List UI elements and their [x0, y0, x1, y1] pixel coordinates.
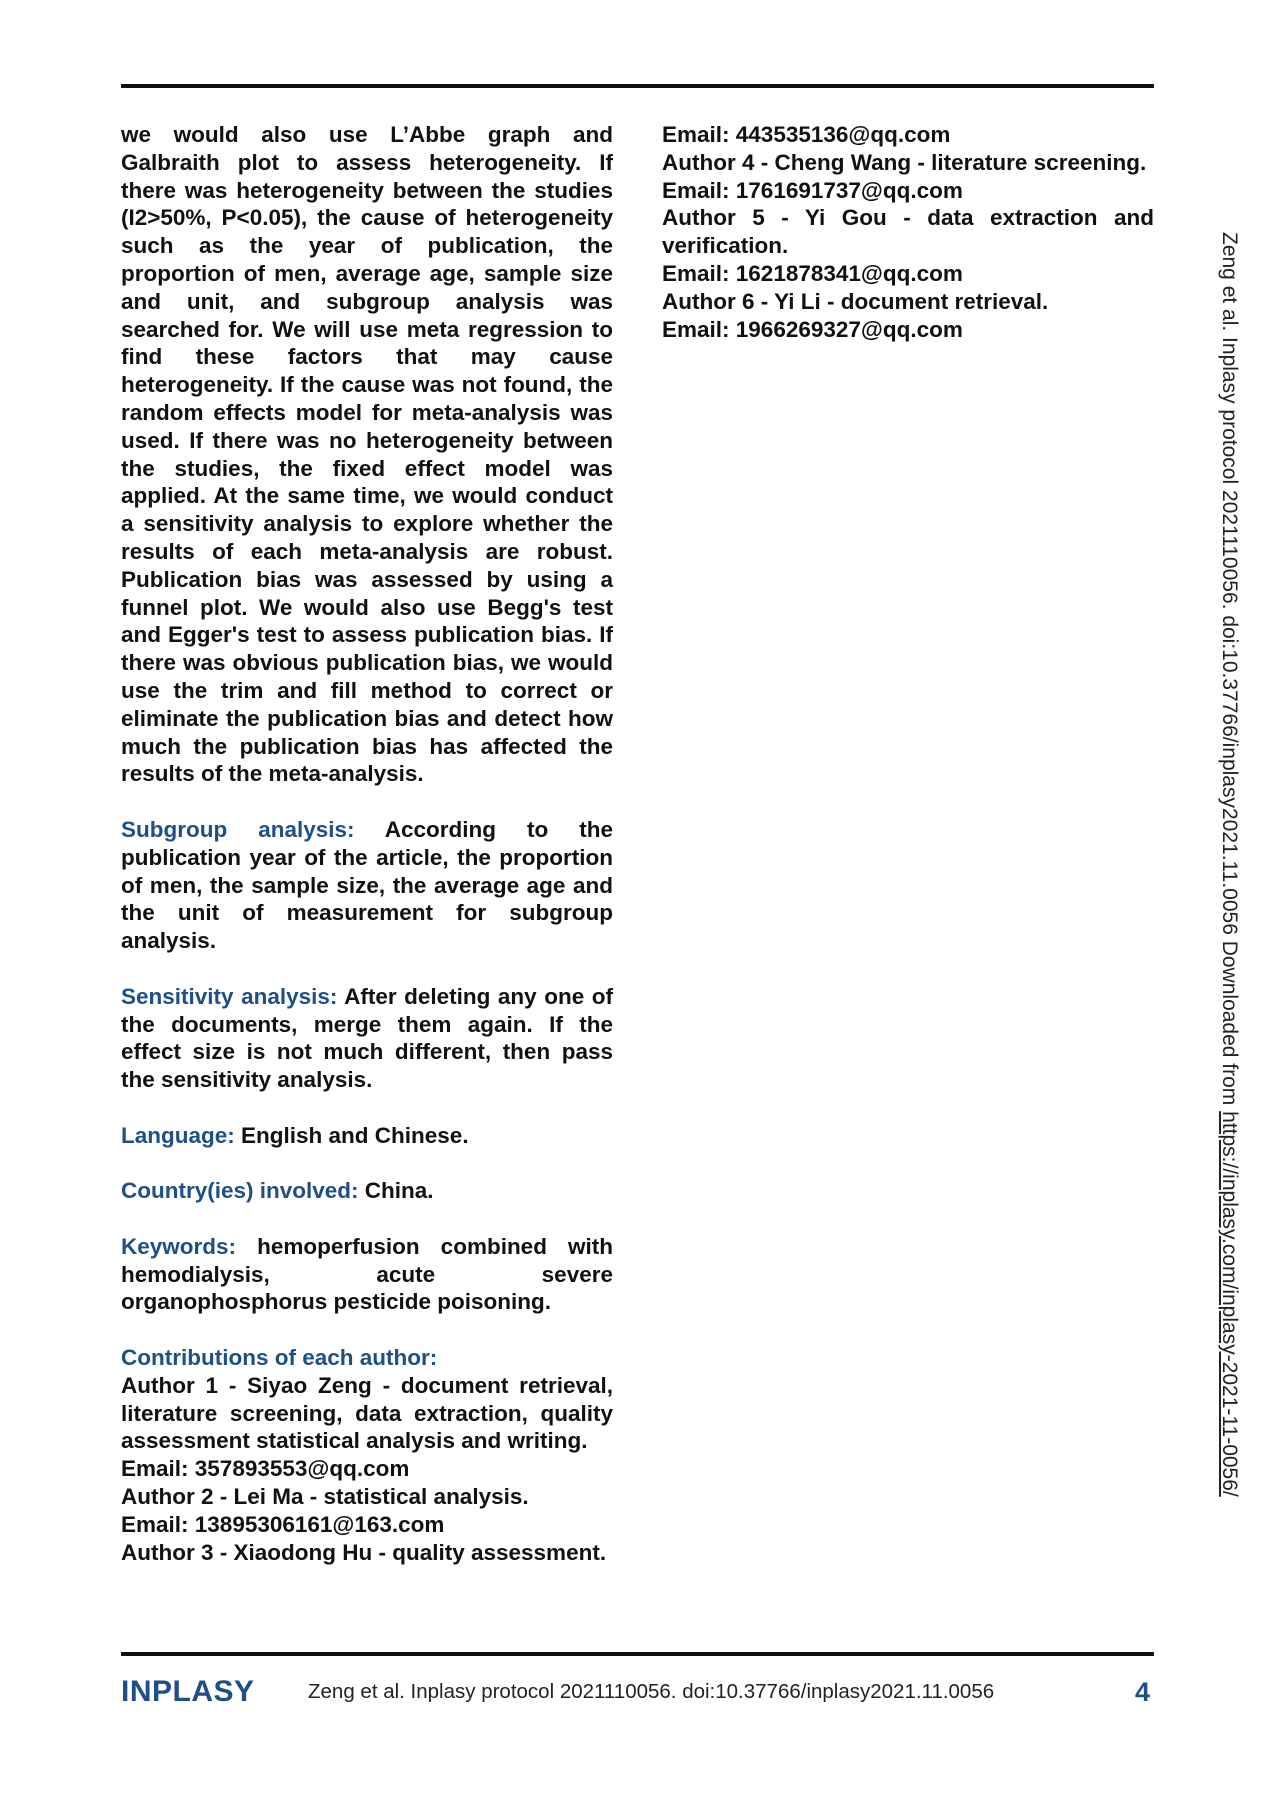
author-6-email: Email: 1966269327@qq.com	[662, 316, 963, 342]
footer-citation: Zeng et al. Inplasy protocol 2021110056. doi:10.37766/inplasy2021.11.0056	[308, 1680, 995, 1703]
language-heading: Language:	[121, 1122, 235, 1148]
sensitivity-analysis-heading: Sensitivity analysis:	[121, 983, 338, 1009]
author-3-email: Email: 443535136@qq.com	[662, 122, 951, 147]
country-text: China.	[364, 1178, 434, 1204]
download-side-note	[1217, 232, 1241, 1497]
author-6-contribution: Author 6 - Yi Li - document retrieval.	[662, 288, 1049, 314]
author-4-email: Email: 1761691737@qq.com	[662, 177, 963, 203]
keywords-section	[121, 1233, 613, 1316]
language-text: English and Chinese.	[241, 1122, 469, 1148]
subgroup-analysis-heading: Subgroup analysis:	[121, 816, 355, 842]
right-column	[662, 121, 1154, 343]
page-number: 4	[1135, 1677, 1151, 1707]
inplasy-logo: INPLASY	[121, 1675, 255, 1708]
bottom-rule	[121, 1652, 1154, 1656]
author-3-contribution: Author 3 - Xiaodong Hu - quality assessment.	[121, 1539, 607, 1565]
language-section	[121, 1122, 613, 1150]
side-note-link[interactable]: https://inplasy.com/inplasy-2021-11-0056/	[1218, 1111, 1241, 1497]
sensitivity-analysis-section	[121, 983, 613, 1094]
left-column	[121, 121, 613, 1566]
author-2-contribution: Author 2 - Lei Ma - statistical analysis.	[121, 1484, 529, 1510]
top-rule	[121, 84, 1154, 88]
subgroup-analysis-text: According to the publication year of the article, the proportion of men, the sample size, the average age and the unit of measurement for subgroup analysis.	[121, 816, 613, 954]
author-1-contribution: Author 1 - Siyao Zeng - document retrieval, literature screening, data extraction, quality assessment statistical analysis and writing.	[121, 1372, 613, 1454]
country-section	[121, 1177, 613, 1205]
keywords-heading: Keywords:	[121, 1233, 237, 1259]
author-4-contribution: Author 4 - Cheng Wang - literature screening.	[662, 149, 1147, 175]
author-5-email: Email: 1621878341@qq.com	[662, 260, 963, 286]
author-5-contribution: Author 5 - Yi Gou - data extraction and verification.	[662, 205, 1154, 259]
side-note-citation: Zeng et al. Inplasy protocol 2021110056. doi:10.37766/inplasy2021.11.0056 Downloaded from	[1218, 232, 1241, 1112]
contributions-heading: Contributions of each author:	[121, 1345, 438, 1371]
heterogeneity-paragraph: we would also use L’Abbe graph and Galbraith plot to assess heterogeneity. If there was heterogeneity between the studies (I2>50%, P<0.05), the cause of heterogeneity such as the year of publication, the proportion of men, average age, sample size and unit, and subgroup analysis was searched for. We will use meta regression to find these factors that may cause heterogeneity. If the cause was not found, the random effects model for meta-analysis was used. If there was no heterogeneity between the studies, the fixed effect model was applied. At the same time, we would conduct a sensitivity analysis to explore whether the results of each meta-analysis are robust. Publication bias was assessed by using a funnel plot. We would also use Begg's test and Egger's test to assess publication bias. If there was obvious publication bias, we would use the trim and fill method to correct or eliminate the publication bias and detect how much the publication bias has affected the results of the meta-analysis.	[121, 122, 613, 787]
keywords-text: hemoperfusion combined with hemodialysis, acute severe organophosphorus pesticide poisoning.	[121, 1233, 613, 1315]
country-heading: Country(ies) involved:	[121, 1178, 359, 1204]
author-2-email: Email: 13895306161@163.com	[121, 1511, 445, 1537]
author-1-email: Email: 357893553@qq.com	[121, 1456, 410, 1482]
subgroup-analysis-section	[121, 816, 613, 955]
sensitivity-analysis-text: After deleting any one of the documents, merge them again. If the effect size is not much different, then pass the sensitivity analysis.	[121, 983, 613, 1093]
contributions-section	[121, 1344, 613, 1566]
